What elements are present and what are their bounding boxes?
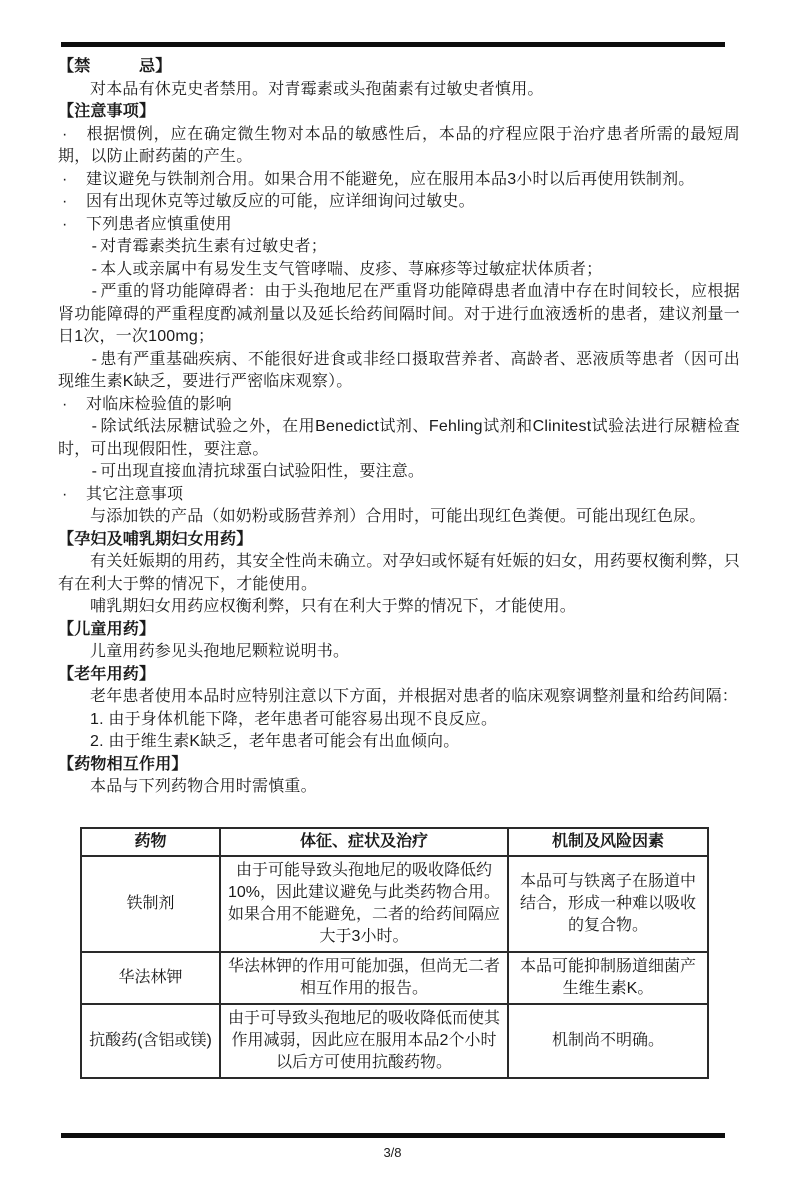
section-heading: 【儿童用药】 xyxy=(58,620,156,638)
table-row xyxy=(81,856,708,952)
dash-item-text: 对青霉素类抗生素有过敏史者； xyxy=(100,238,327,255)
dash-marker-icon: - xyxy=(91,260,98,278)
dash-item-text: 除试纸法尿糖试验之外，在用Benedict试剂、Fehling试剂和Clinitest试验法进行尿糖检查时，可出现假阳性，要注意。 xyxy=(58,418,740,458)
table-cell-drug: 铁制剂 xyxy=(81,856,220,952)
table-cell-mechanism: 本品可能抑制肠道细菌产生维生素K。 xyxy=(508,952,708,1004)
table-cell-mechanism: 机制尚不明确。 xyxy=(508,1004,708,1078)
paragraph: 本品与下列药物合用时需慎重。 xyxy=(90,778,317,795)
paragraph: 对本品有休克史者禁用。对青霉素或头孢菌素有过敏史者慎用。 xyxy=(90,80,544,98)
dash-item xyxy=(58,259,740,282)
dash-item xyxy=(58,416,740,461)
bullet-item-text: 根据惯例，应在确定微生物对本品的敏感性后，本品的疗程应限于治疗患者所需的最短周期，以防止耐药菌的产生。 xyxy=(58,125,740,165)
bullet-item-text: 下列患者应慎重使用 xyxy=(86,215,232,233)
bullet-item xyxy=(58,214,740,237)
dash-item xyxy=(58,349,740,394)
bullet-marker-icon: · xyxy=(62,125,68,143)
dash-marker-icon: - xyxy=(91,238,98,255)
paragraph: 与添加铁的产品（如奶粉或肠营养剂）合用时，可能出现红色粪便。可能出现红色尿。 xyxy=(90,508,706,525)
table-cell-mechanism: 本品可与铁离子在肠道中结合，形成一种难以吸收的复合物。 xyxy=(508,856,708,952)
table-row xyxy=(81,952,708,1004)
col-header-mechanism: 机制及风险因素 xyxy=(508,828,708,856)
bullet-marker-icon: · xyxy=(62,170,68,188)
dash-marker-icon: - xyxy=(91,418,98,435)
paragraph: 有关妊娠期的用药，其安全性尚未确立。对孕妇或怀疑有妊娠的妇女，用药要权衡利弊，只有在利大于弊的情况下，才能使用。 xyxy=(58,553,740,593)
numbered-item: 2. 由于维生素K缺乏，老年患者可能会有出血倾向。 xyxy=(90,733,460,750)
col-header-drug: 药物 xyxy=(81,828,220,856)
bullet-item xyxy=(58,124,740,169)
paragraph: 老年患者使用本品时应特别注意以下方面，并根据对患者的临床观察调整剂量和给药间隔： xyxy=(90,688,739,705)
section-heading: 【药物相互作用】 xyxy=(58,755,188,773)
table-row xyxy=(81,1004,708,1078)
bullet-marker-icon: · xyxy=(62,193,68,210)
section-heading: 【老年用药】 xyxy=(58,665,156,683)
dash-item xyxy=(58,461,740,484)
dash-item xyxy=(58,281,740,349)
drug-interaction-table xyxy=(80,827,709,1079)
bullet-item-text: 其它注意事项 xyxy=(86,485,184,503)
paragraph: 哺乳期妇女用药应权衡利弊，只有在利大于弊的情况下，才能使用。 xyxy=(90,598,577,615)
bullet-marker-icon: · xyxy=(62,395,68,413)
table-cell-symptoms: 由于可导致头孢地尼的吸收降低而使其作用减弱，因此应在服用本品2个小时以后方可使用抗酸药物。 xyxy=(220,1004,508,1078)
dash-item xyxy=(58,236,740,259)
bullet-item-text: 对临床检验值的影响 xyxy=(86,395,232,413)
table-cell-drug: 抗酸药(含铝或镁) xyxy=(81,1004,220,1078)
table-cell-drug: 华法林钾 xyxy=(81,952,220,1004)
bullet-item xyxy=(58,484,740,507)
table-header-row xyxy=(81,828,708,856)
document-content xyxy=(58,56,740,1079)
col-header-symptoms: 体征、症状及治疗 xyxy=(220,828,508,856)
bullet-item-text: 因有出现休克等过敏反应的可能，应详细询问过敏史。 xyxy=(86,193,475,210)
dash-item-text: 可出现直接血清抗球蛋白试验阳性，要注意。 xyxy=(100,463,425,480)
dash-item-text: 本人或亲属中有易发生支气管哮喘、皮疹、荨麻疹等过敏症状体质者； xyxy=(100,260,603,278)
paragraph: 儿童用药参见头孢地尼颗粒说明书。 xyxy=(90,643,350,660)
bullet-marker-icon: · xyxy=(62,485,68,503)
table-cell-symptoms: 华法林钾的作用可能加强，但尚无二者相互作用的报告。 xyxy=(220,952,508,1004)
dash-item-text: 严重的肾功能障碍者：由于头孢地尼在严重肾功能障碍患者血清中存在时间较长，应根据肾功能障碍的严重程度酌减剂量以及延长给药间隔时间。对于进行血液透析的患者，建议剂量一日1次，一次100mg； xyxy=(58,283,740,345)
dash-marker-icon: - xyxy=(91,463,98,480)
numbered-item: 1. 由于身体机能下降，老年患者可能容易出现不良反应。 xyxy=(90,710,498,728)
section-heading: 【注意事项】 xyxy=(58,103,156,120)
section-heading: 【孕妇及哺乳期妇女用药】 xyxy=(58,530,253,548)
bullet-item xyxy=(58,394,740,417)
content-blocks xyxy=(58,56,740,799)
bullet-item xyxy=(58,191,740,214)
dash-marker-icon: - xyxy=(91,283,98,300)
page-number: 3/8 xyxy=(383,1145,402,1160)
bullet-item xyxy=(58,169,740,192)
dash-item-text: 患有严重基础疾病、不能很好进食或非经口摄取营养者、高龄者、恶液质等患者（因可出现维生素K缺乏，要进行严密临床观察）。 xyxy=(58,350,740,390)
bottom-rule xyxy=(61,1133,725,1138)
dash-marker-icon: - xyxy=(91,350,98,368)
bullet-marker-icon: · xyxy=(62,215,68,233)
top-rule xyxy=(61,42,725,47)
section-heading: 【禁 忌】 xyxy=(58,58,172,75)
bullet-item-text: 建议避免与铁制剂合用。如果合用不能避免，应在服用本品3小时以后再使用铁制剂。 xyxy=(86,170,695,188)
table-cell-symptoms: 由于可能导致头孢地尼的吸收降低约10%，因此建议避免与此类药物合用。如果合用不能避免，二者的给药间隔应大于3小时。 xyxy=(220,856,508,952)
